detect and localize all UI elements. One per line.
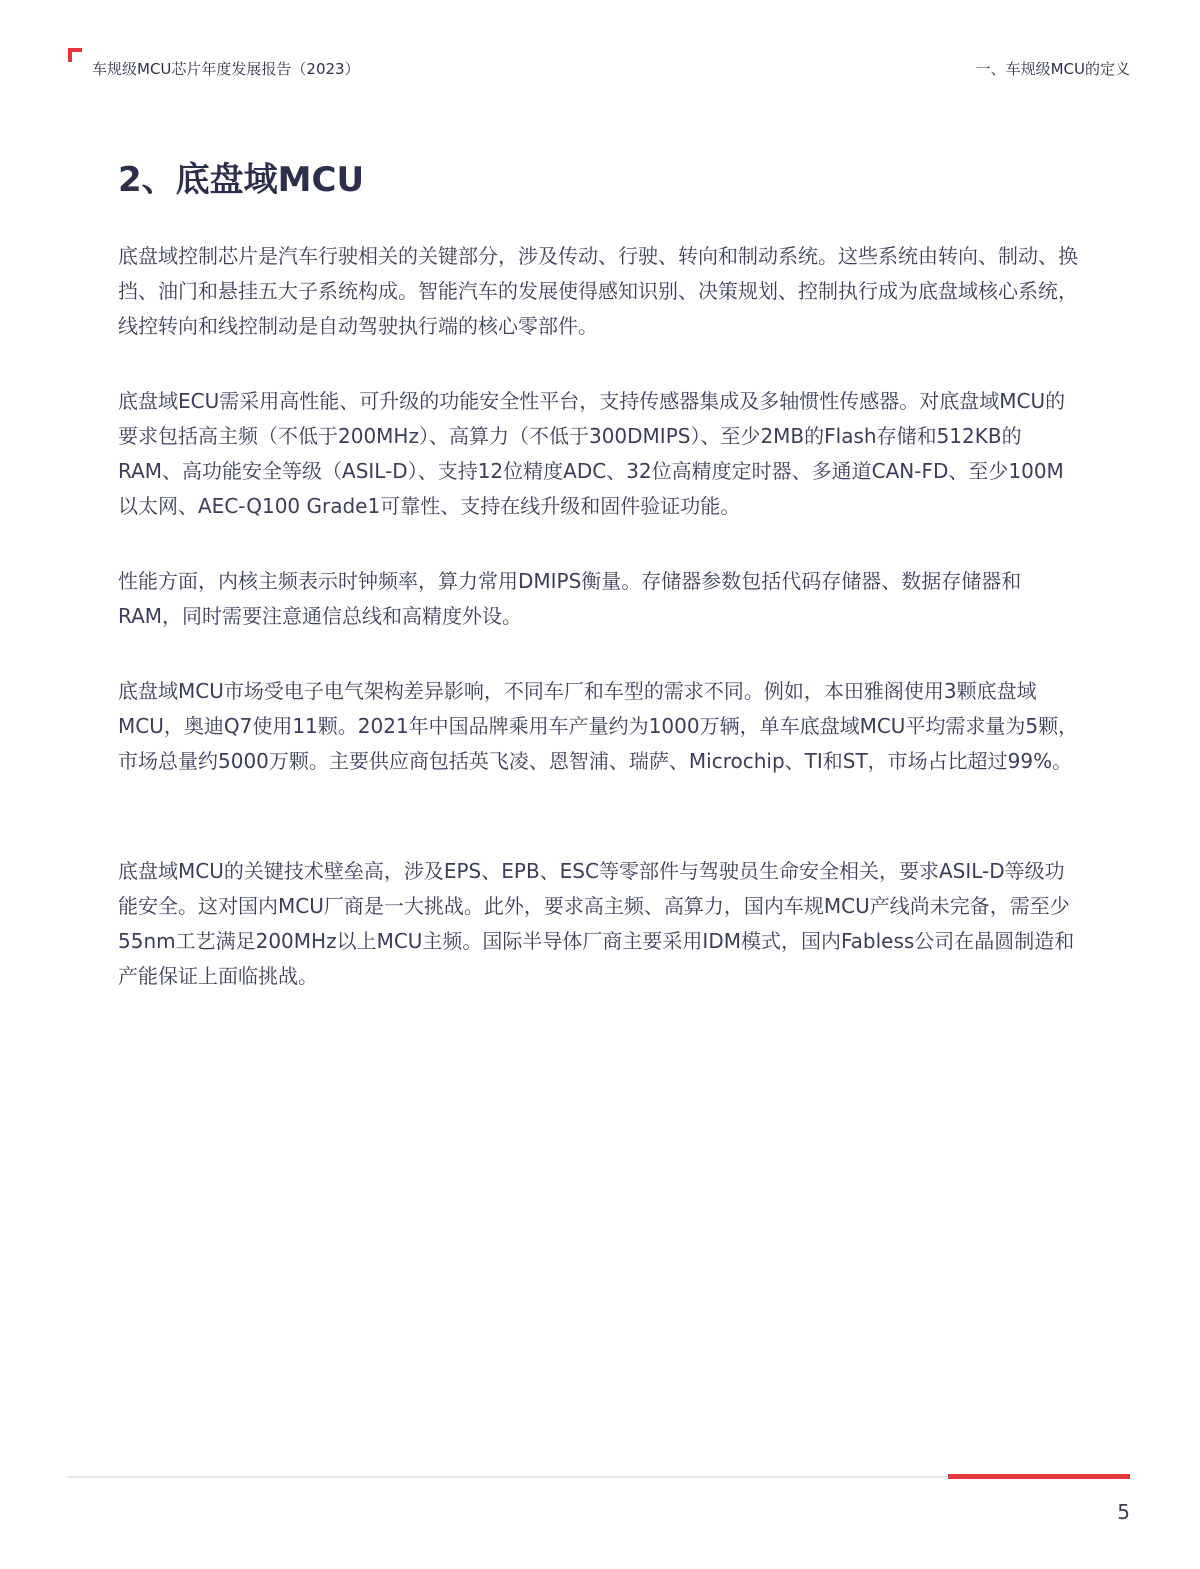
section-title: 2、底盘域MCU: [118, 160, 365, 200]
header-corner-mark: [68, 48, 82, 62]
report-title: 车规级MCU芯片年度发展报告（2023）: [92, 60, 360, 78]
paragraph: 底盘域MCU的关键技术壁垒高，涉及EPS、EPB、ESC等零部件与驾驶员生命安全相关，要求ASIL-D等级功能安全。这对国内MCU厂商是一大挑战。此外，要求高主频、高算力，国内车规MCU产线尚未完备，需至少55nm工艺满足200MHz以上MCU主频。国际半导体厂商主要采用IDM模式，国内Fabless公司在晶圆制造和产能保证上面临挑战。: [118, 859, 1075, 988]
paragraph: 底盘域控制芯片是汽车行驶相关的关键部分，涉及传动、行驶、转向和制动系统。这些系统由转向、制动、换挡、油门和悬挂五大子系统构成。智能汽车的发展使得感知识别、决策规划、控制执行成为底盘域核心系统，线控转向和线控制动是自动驾驶执行端的核心零部件。: [118, 244, 1078, 338]
chapter-title: 一、车规级MCU的定义: [975, 60, 1130, 78]
page-number: 5: [1117, 1500, 1130, 1524]
paragraph: 底盘域MCU市场受电子电气架构差异影响，不同车厂和车型的需求不同。例如，本田雅阁使用3颗底盘域MCU，奥迪Q7使用11颗。2021年中国品牌乘用车产量约为1000万辆，单车底盘域MCU平均需求量为5颗，市场总量约5000万颗。主要供应商包括英飞凌、恩智浦、瑞萨、Microchip、TI和ST，市场占比超过99%。: [118, 679, 1079, 773]
paragraph: 底盘域ECU需采用高性能、可升级的功能安全性平台，支持传感器集成及多轴惯性传感器。对底盘域MCU的要求包括高主频（不低于200MHz）、高算力（不低于300DMIPS）、至少2MB的Flash存储和512KB的RAM、高功能安全等级（ASIL-D）、支持12位精度ADC、32位高精度定时器、多通道CAN-FD、至少100M以太网、AEC-Q100 Grade1可靠性、支持在线升级和固件验证功能。: [118, 389, 1066, 518]
footer-accent-bar: [948, 1474, 1130, 1479]
paragraph: 性能方面，内核主频表示时钟频率，算力常用DMIPS衡量。存储器参数包括代码存储器、数据存储器和RAM，同时需要注意通信总线和高精度外设。: [118, 569, 1022, 628]
